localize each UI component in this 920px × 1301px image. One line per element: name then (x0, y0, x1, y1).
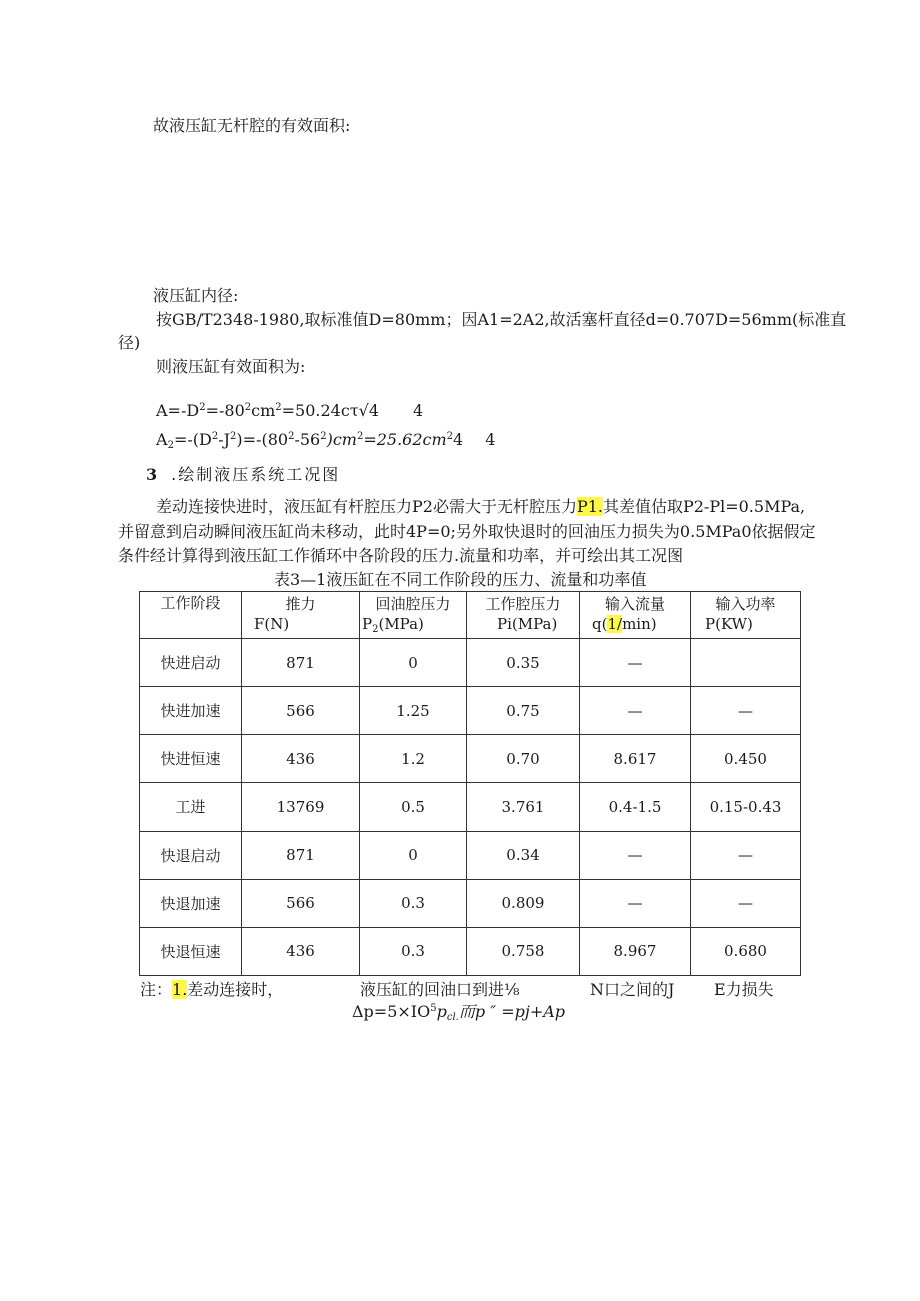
section-title: .绘制液压系统工况图 (171, 465, 341, 484)
header-stage: 工作阶段 (140, 592, 242, 639)
table-caption: 表3—1液压缸在不同工作阶段的压力、流量和功率值 (274, 570, 647, 589)
section-heading (146, 465, 340, 485)
pressure-flow-power-table (139, 591, 801, 976)
note-line-part3: N口之间的J (590, 980, 675, 999)
table-row: 快进启动 871 0 0.35 — (140, 639, 801, 687)
table-row: 快进加速 566 1.25 0.75 — — (140, 687, 801, 735)
body-line-3: 条件经计算得到液压缸工作循环中各阶段的压力.流量和功率，并可绘出其工况图 (118, 546, 684, 565)
note-line-part2: 液压缸的回油口到进⅛ (360, 980, 520, 999)
table-row: 快退恒速 436 0.3 0.758 8.967 0.680 (140, 927, 801, 975)
formula-a2: $A_2=-(D^2-J^2)=-(80^2-56^2)cm^2=25.62cm^24$ 4 (156, 430, 496, 451)
table-header-row (140, 592, 801, 639)
formula-a1: $A=-D^2=-80^2cm^2=50.24c\tau√4$ 4 (156, 401, 424, 420)
header-input-flow: 输入流量 q(1/min) (580, 592, 691, 639)
header-input-power: 输入功率 P(KW) (691, 592, 801, 639)
effective-area-label: 则液压缸有效面积为: (156, 357, 306, 376)
bore-label: 液压缸内径: (153, 286, 239, 305)
standard-diameter-line: 按GB/T2348-1980,取标准值D=80mm；因A1=2A2,故活塞杆直径d=0.707D=56mm(标准直 (156, 310, 847, 329)
standard-diameter-line-cont: 径) (118, 333, 141, 352)
header-work-pressure: 工作腔压力 Pi(MPa) (467, 592, 580, 639)
highlight-p1: P1. (576, 497, 603, 516)
table-row: 快退加速 566 0.3 0.809 — — (140, 879, 801, 927)
note-line: 注：1.差动连接时， (140, 980, 284, 999)
body-line-1: 差动连接快进时，液压缸有杆腔压力P2必需大于无杆腔压力P1.其差值估取P2-Pl=0.5MPa, (156, 497, 806, 516)
note-formula: $\Delta p=5\times IO^5p_{cl.}$而p ″ =pj+Ap (352, 1002, 566, 1023)
header-force: 推力 F(N) (242, 592, 360, 639)
section-number: 3 (146, 465, 158, 484)
table-row: 快退启动 871 0 0.34 — — (140, 831, 801, 879)
header-back-pressure: 回油腔压力 $P_2(MPa)$ (360, 592, 467, 639)
paragraph-effective-area-intro: 故液压缸无杆腔的有效面积: (153, 116, 351, 135)
table-row: 工进 13769 0.5 3.761 0.4-1.5 0.15-0.43 (140, 783, 801, 831)
table-row: 快进恒速 436 1.2 0.70 8.617 0.450 (140, 735, 801, 783)
note-number-highlight: 1. (172, 980, 188, 999)
body-line-2: 并留意到启动瞬间液压缸尚未移动，此时4P=0;另外取快退时的回油压力损失为0.5MPa0依据假定 (118, 522, 816, 541)
note-line-part4: E力损失 (714, 980, 774, 999)
